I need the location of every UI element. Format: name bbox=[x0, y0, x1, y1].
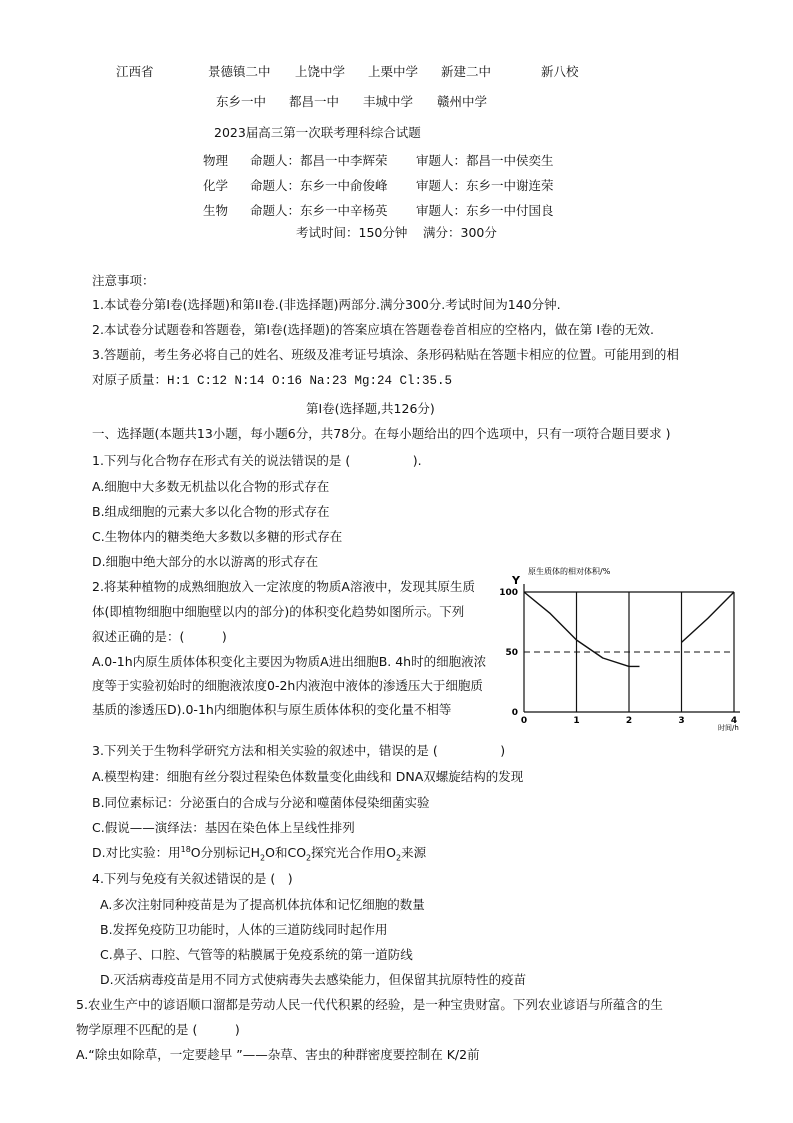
q3-d-mid1: O分别标记H bbox=[190, 845, 261, 860]
x-tick-label-2: 2 bbox=[625, 716, 633, 726]
q3-stem: 3.下列关于生物科学研究方法和相关实验的叙述中，错误的是 ( ) bbox=[92, 743, 506, 758]
q4-option-d: D.灭活病毒疫苗是用不同方式使病毒失去感染能力，但保留其抗原特性的疫苗 bbox=[100, 972, 527, 987]
school-xinjian: 新建二中 bbox=[441, 64, 492, 79]
chart-title: 原生质体的相对体积/% bbox=[528, 567, 611, 576]
y-tick-label-50: 50 bbox=[505, 648, 518, 658]
q4-option-c: C.鼻子、口腔、气管等的粘膜属于免疫系统的第一道防线 bbox=[100, 947, 413, 962]
school-xinbaxiao: 新八校 bbox=[541, 64, 579, 79]
setter-biology: 命题人：东乡一中辛杨英 bbox=[250, 203, 388, 218]
reviewer-chemistry: 审题人：东乡一中谢连荣 bbox=[416, 178, 554, 193]
subject-biology: 生物 bbox=[203, 203, 229, 218]
school-shangli: 上栗中学 bbox=[368, 64, 419, 79]
note-3a: 3.答题前，考生务必将自己的姓名、班级及准考证号填涂、条形码粘贴在答题卡相应的位置。可能用到的相 bbox=[92, 347, 679, 362]
note-1: 1.本试卷分第I卷(选择题)和第II卷.(非选择题)两部分.满分300分.考试时间为140分钟. bbox=[92, 297, 561, 312]
q3-d-mid2: O和CO bbox=[265, 845, 307, 860]
q2-line-5: 度等于实验初始时的细胞液浓度0-2h内液泡中液体的渗透压大于细胞质 bbox=[92, 678, 483, 693]
series-line-2 bbox=[682, 592, 735, 642]
note-3b: 对原子质量：H:1 C:12 N:14 O:16 Na:23 Mg:24 Cl:35.5 bbox=[92, 374, 453, 388]
school-dongxiang: 东乡一中 bbox=[216, 94, 267, 109]
q3-option-c: C.假说——演绎法：基因在染色体上呈线性排列 bbox=[92, 820, 355, 835]
q3-d-pre: D.对比实验：用 bbox=[92, 845, 181, 860]
school-shangrao: 上饶中学 bbox=[295, 64, 346, 79]
y-tick-label-0: 0 bbox=[511, 708, 518, 718]
school-fengcheng: 丰城中学 bbox=[363, 94, 414, 109]
x-tick-label-4: 4 bbox=[730, 716, 738, 726]
q4-option-a: A.多次注射同种疫苗是为了提高机体抗体和记忆细胞的数量 bbox=[100, 897, 425, 912]
school-jiangxi: 江西省 bbox=[116, 64, 154, 79]
subject-physics: 物理 bbox=[203, 153, 229, 168]
q5-option-a: A.“除虫如除草，一定要趁早 ”——杂草、害虫的种群密度要控制在 K/2前 bbox=[76, 1047, 480, 1062]
school-jingdezhen: 景德镇二中 bbox=[208, 64, 271, 79]
q5-line-2: 物学原理不匹配的是 ( ) bbox=[76, 1022, 240, 1037]
q5-line-1: 5.农业生产中的谚语顺口溜都是劳动人民一代代积累的经验，是一种宝贵财富。下列农业谚语与所蕴含的生 bbox=[76, 997, 663, 1012]
q1-option-c: C.生物体内的糖类绝大多数以多糖的形式存在 bbox=[92, 529, 343, 544]
reviewer-physics: 审题人：都昌一中侯奕生 bbox=[416, 153, 554, 168]
exam-title: 2023届高三第一次联考理科综合试题 bbox=[214, 125, 421, 140]
series-line-1 bbox=[524, 592, 640, 666]
q3-option-b: B.同位素标记：分泌蛋白的合成与分泌和噬菌体侵染细菌实验 bbox=[92, 795, 430, 810]
q3-d-sup: 18 bbox=[180, 844, 191, 854]
y-axis-letter: Y bbox=[512, 574, 520, 587]
q3-d-sub2: 2 bbox=[306, 853, 312, 863]
q2-line-2: 体(即植物细胞中细胞壁以内的部分)的体积变化趋势如图所示。下列 bbox=[92, 604, 465, 619]
q3-d-sub3: 2 bbox=[395, 853, 402, 863]
section-intro: 一、选择题(本题共13小题，每小题6分，共78分。在每小题给出的四个选项中，只有一项符合题目要求 ) bbox=[92, 426, 671, 441]
q2-line-6: 基质的渗透压D).0-1h内细胞体积与原生质体体积的变化量不相等 bbox=[92, 702, 452, 717]
q1-option-b: B.组成细胞的元素大多以化合物的形式存在 bbox=[92, 504, 330, 519]
x-tick-label-0: 0 bbox=[520, 716, 528, 726]
volume-chart bbox=[490, 562, 750, 732]
exam-time: 考试时间：150分钟 bbox=[296, 225, 408, 240]
q2-line-4: A.0-1h内原生质体体积变化主要因为物质A进出细胞B. 4h时的细胞液浓 bbox=[92, 654, 487, 669]
setter-chemistry: 命题人：东乡一中俞俊峰 bbox=[250, 178, 388, 193]
q1-option-a: A.细胞中大多数无机盐以化合物的形式存在 bbox=[92, 479, 330, 494]
q3-d-post: 来源 bbox=[401, 845, 427, 860]
section-title: 第I卷(选择题,共126分) bbox=[306, 401, 435, 416]
q1-stem: 1.下列与化合物存在形式有关的说法错误的是 ( ). bbox=[92, 453, 422, 468]
subject-chemistry: 化学 bbox=[203, 178, 229, 193]
school-ganzhou: 赣州中学 bbox=[437, 94, 488, 109]
notes-title: 注意事项： bbox=[92, 273, 155, 288]
q1-option-d: D.细胞中绝大部分的水以游离的形式存在 bbox=[92, 554, 319, 569]
reviewer-biology: 审题人：东乡一中付国良 bbox=[416, 203, 554, 218]
note-2: 2.本试卷分试题卷和答题卷，第I卷(选择题)的答案应填在答题卷卷首相应的空格内，做在第 I卷的无效. bbox=[92, 322, 655, 337]
q4-stem: 4.下列与免疫有关叙述错误的是 ( ) bbox=[92, 871, 293, 886]
x-tick-label-1: 1 bbox=[573, 716, 580, 726]
q3-option-a: A.模型构建：细胞有丝分裂过程染色体数量变化曲线和 DNA双螺旋结构的发现 bbox=[92, 769, 524, 784]
x-axis-label: 时间/h bbox=[718, 724, 739, 732]
x-tick-label-3: 3 bbox=[678, 716, 685, 726]
q3-option-d bbox=[92, 843, 426, 863]
exam-score: 满分：300分 bbox=[423, 225, 497, 240]
school-duchang: 都昌一中 bbox=[289, 94, 340, 109]
q2-line-1: 2.将某种植物的成熟细胞放入一定浓度的物质A溶液中，发现其原生质 bbox=[92, 579, 475, 594]
q4-option-b: B.发挥免疫防卫功能时，人体的三道防线同时起作用 bbox=[100, 922, 388, 937]
q3-d-sub1: 2 bbox=[260, 853, 266, 863]
setter-physics: 命题人：都昌一中李辉荣 bbox=[250, 153, 388, 168]
q2-line-3: 叙述正确的是：( ) bbox=[92, 629, 227, 644]
y-tick-label-100: 100 bbox=[499, 588, 518, 598]
q3-d-mid3: 探究光合作用O bbox=[311, 845, 396, 860]
